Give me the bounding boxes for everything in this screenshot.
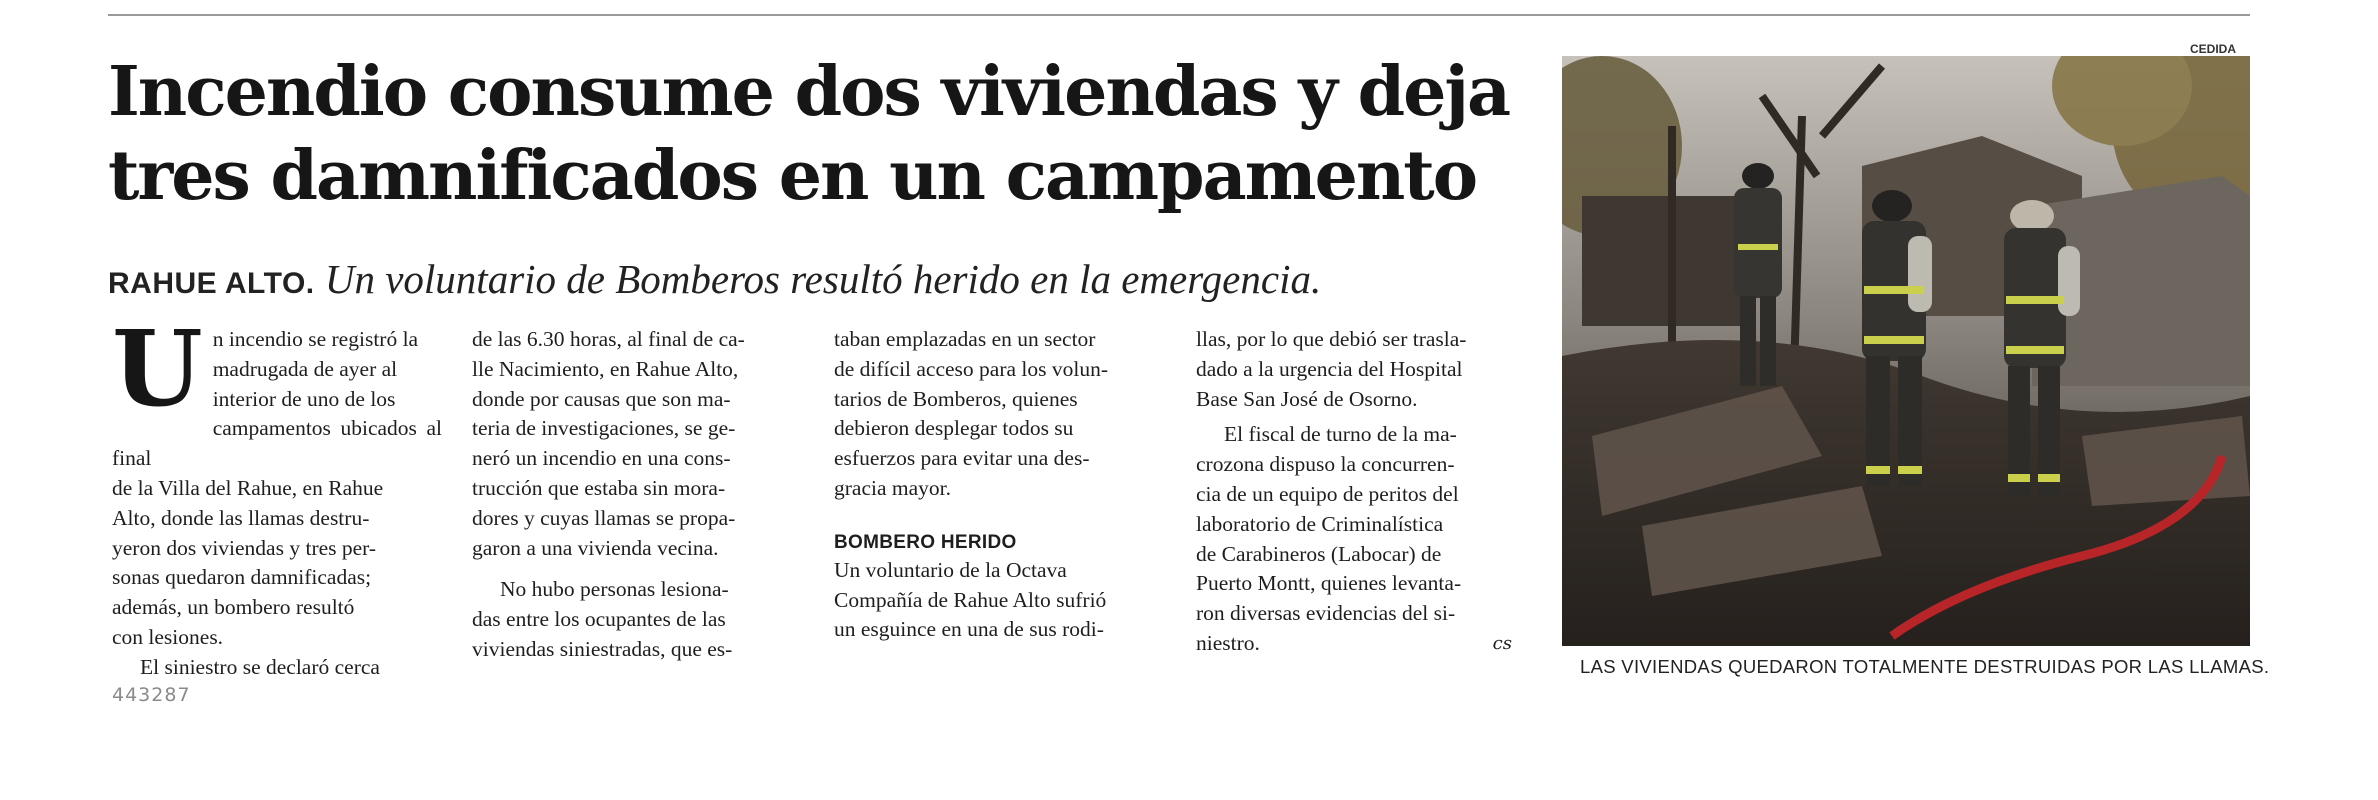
clip-id: 443287 <box>112 684 191 706</box>
text-line: El fiscal de turno de la ma- <box>1224 422 1457 447</box>
text-line: Un voluntario de la Octava <box>834 557 1067 582</box>
text-line: dores y cuyas llamas se propa- <box>472 505 736 530</box>
text-line: Compañía de Rahue Alto sufrió <box>834 587 1107 612</box>
text-line: madrugada de ayer al <box>212 356 398 381</box>
text-line: campamentos ubicados al final <box>112 416 442 471</box>
kicker: RAHUE ALTO. <box>108 267 315 300</box>
text-line: Base San José de Osorno. <box>1196 386 1418 411</box>
author-signature: cs <box>1492 632 1512 654</box>
text-line: n incendio se registró la <box>212 327 419 351</box>
fire-scene-illustration <box>1562 56 2250 646</box>
photo-credit: CEDIDA <box>2190 42 2237 56</box>
text-line: dado a la urgencia del Hospital <box>1196 356 1463 381</box>
text-line: de las 6.30 horas, al final de ca- <box>472 327 745 351</box>
paragraph-4-cont <box>1196 325 1526 414</box>
text-line: viviendas siniestradas, que es- <box>472 636 733 661</box>
paragraph-4 <box>834 556 1164 645</box>
text-line: Puerto Montt, quienes levanta- <box>1196 571 1462 596</box>
paragraph-3 <box>472 575 802 664</box>
text-line: de Carabineros (Labocar) de <box>1196 541 1442 566</box>
paragraph-3-cont <box>834 325 1164 504</box>
text-line: de la Villa del Rahue, en Rahue <box>112 475 384 500</box>
section-subhead: BOMBERO HERIDO <box>834 531 1017 553</box>
text-line: debieron desplegar todos su <box>834 416 1074 441</box>
text-line: tarios de Bomberos, quienes <box>834 386 1078 411</box>
text-line: sonas quedaron damnificadas; <box>112 565 372 590</box>
deck <box>108 254 1528 309</box>
photo-caption: LAS VIVIENDAS QUEDARON TOTALMENTE DESTRUIDAS POR LAS LLAMAS. <box>1580 656 2270 677</box>
text-line: además, un bombero resultó <box>112 595 355 620</box>
text-line: No hubo personas lesiona- <box>500 577 729 602</box>
text-line: lle Nacimiento, en Rahue Alto, <box>472 356 739 381</box>
top-rule <box>108 14 2250 16</box>
dropcap: U <box>112 307 203 430</box>
text-line: con lesiones. <box>112 624 224 649</box>
article-column-2 <box>472 325 802 665</box>
text-line: laboratorio de Criminalística <box>1196 511 1444 536</box>
text-line: cia de un equipo de peritos del <box>1196 481 1459 506</box>
article-photo <box>1562 56 2250 646</box>
article-column-3 <box>834 325 1164 645</box>
smoke-haze <box>1562 56 2250 646</box>
text-line: teria de investigaciones, se ge- <box>472 416 736 441</box>
article-column-4 <box>1196 325 1526 659</box>
text-line: niestro. <box>1196 630 1260 655</box>
text-line: trucción que estaba sin mora- <box>472 475 726 500</box>
paragraph-2-cont <box>472 325 802 563</box>
text-line: das entre los ocupantes de las <box>472 607 726 632</box>
text-line: gracia mayor. <box>834 475 952 500</box>
text-line: Alto, donde las llamas destru- <box>112 505 370 530</box>
text-line: un esguince en una de sus rodi- <box>834 617 1104 642</box>
text-line: yeron dos viviendas y tres per- <box>112 535 377 560</box>
text-line: taban emplazadas en un sector <box>834 327 1096 351</box>
paragraph-2: El siniestro se declaró cerca <box>140 654 380 679</box>
text-line: ron diversas evidencias del si- <box>1196 601 1456 626</box>
text-line: garon a una vivienda vecina. <box>472 535 719 560</box>
article-column-1 <box>112 307 442 683</box>
headline-line-2: tres damnificados en un campamento <box>108 136 1477 216</box>
text-line: de difícil acceso para los volun- <box>834 356 1109 381</box>
text-line: crozona dispuso la concurren- <box>1196 452 1455 477</box>
text-line: llas, por lo que debió ser trasla- <box>1196 327 1467 351</box>
subtitle: Un voluntario de Bomberos resultó herido en la emergencia. <box>324 256 1322 302</box>
text-line: esfuerzos para evitar una des- <box>834 446 1090 471</box>
text-line: donde por causas que son ma- <box>472 386 731 411</box>
text-line: neró un incendio en una cons- <box>472 446 731 471</box>
paragraph-5 <box>1196 420 1526 658</box>
headline-line-1: Incendio consume dos viviendas y deja <box>108 52 1510 132</box>
headline <box>108 50 1528 218</box>
text-line: interior de uno de los <box>212 386 396 411</box>
